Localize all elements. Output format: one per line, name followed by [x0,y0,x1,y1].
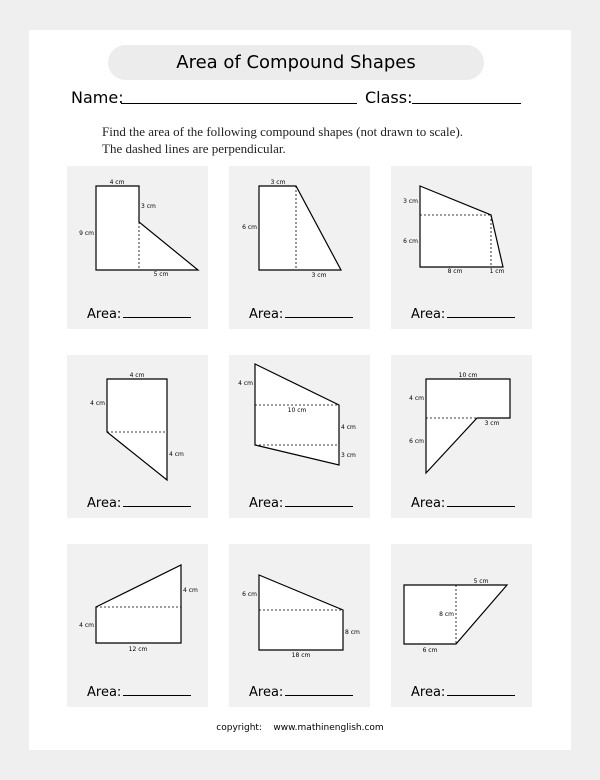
area-label: Area: [411,496,446,511]
area-blank[interactable] [285,306,353,318]
shape-card-1 [67,166,208,329]
shape-8-label-left: 6 cm [242,591,257,598]
shape-9-label-top: 5 cm [473,578,489,585]
copyright-label: copyright: [216,723,262,733]
shape-8-label-bottom: 18 cm [291,652,311,659]
area-blank[interactable] [447,684,515,696]
shape-5-label-left: 4 cm [238,380,253,387]
shape-7-label-bottom: 12 cm [128,646,148,653]
area-label: Area: [249,685,284,700]
area-blank[interactable] [123,306,191,318]
shape-6-label-left: 4 cm [409,395,424,402]
shape-card-6 [391,355,532,518]
area-answer-2[interactable] [249,306,353,322]
compound-shape-1 [67,166,208,329]
shape-5-label-right-upper: 4 cm [341,424,356,431]
area-blank[interactable] [447,495,515,507]
copyright-footer [0,723,600,733]
area-answer-1[interactable] [87,306,191,322]
shape-7-label-left: 4 cm [79,622,94,629]
name-label: Name: [71,88,124,107]
area-label: Area: [87,685,122,700]
shape-card-8 [229,544,370,707]
area-answer-5[interactable] [249,495,353,511]
shape-4-label-left: 4 cm [90,400,105,407]
shape-card-4 [67,355,208,518]
shape-3-label-bottom-right: 1 cm [489,268,505,275]
area-blank[interactable] [285,684,353,696]
shape-4-label-right: 4 cm [169,451,184,458]
shape-5-label-right-lower: 3 cm [341,452,356,459]
title-text: Area of Compound Shapes [176,52,416,73]
area-label: Area: [411,307,446,322]
area-label: Area: [87,496,122,511]
shape-1-label-bottom: 5 cm [153,271,169,278]
copyright-site[interactable]: www.mathinenglish.com [273,723,384,733]
area-answer-4[interactable] [87,495,191,511]
shape-6-label-step: 3 cm [484,420,500,427]
shape-1-label-right: 3 cm [141,203,156,210]
area-label: Area: [249,496,284,511]
area-label: Area: [87,307,122,322]
shape-8-label-right: 8 cm [345,629,360,636]
area-answer-8[interactable] [249,684,353,700]
shape-card-2 [229,166,370,329]
shape-card-3 [391,166,532,329]
compound-shape-3 [391,166,532,329]
shape-2-label-left: 6 cm [242,224,257,231]
shape-6-label-top: 10 cm [458,372,478,379]
area-label: Area: [249,307,284,322]
area-blank[interactable] [447,306,515,318]
area-label: Area: [411,685,446,700]
compound-shape-9 [391,544,532,707]
shape-card-9 [391,544,532,707]
shape-4-label-top: 4 cm [129,372,145,379]
shape-2-label-top: 3 cm [270,179,286,186]
area-answer-6[interactable] [411,495,515,511]
area-answer-3[interactable] [411,306,515,322]
shape-1-label-left: 9 cm [79,230,94,237]
compound-shape-6 [391,355,532,518]
area-answer-9[interactable] [411,684,515,700]
shape-7-label-right: 4 cm [183,587,198,594]
shape-card-7 [67,544,208,707]
shape-card-5 [229,355,370,518]
area-blank[interactable] [123,495,191,507]
shape-3-label-top-left: 3 cm [403,198,418,205]
shape-1-label-top: 4 cm [109,179,125,186]
area-blank[interactable] [285,495,353,507]
shape-2-label-bottom: 3 cm [311,272,327,279]
instructions [102,123,542,157]
compound-shape-8 [229,544,370,707]
compound-shape-7 [67,544,208,707]
shape-9-label-bottom: 6 cm [422,647,438,654]
area-answer-7[interactable] [87,684,191,700]
shape-3-label-bottom: 8 cm [447,268,463,275]
shape-5-label-middle: 10 cm [287,407,307,414]
class-field-line[interactable] [412,103,521,104]
instruction-line-1: Find the area of the following compound shapes (not drawn to scale). [102,124,464,139]
class-label: Class: [365,88,413,107]
shape-9-label-middle: 8 cm [439,611,454,618]
shape-3-label-left: 6 cm [403,238,418,245]
name-field-line[interactable] [121,103,357,104]
instruction-line-2: The dashed lines are perpendicular. [102,141,286,156]
shape-6-label-left-lower: 6 cm [409,438,424,445]
compound-shape-5 [229,355,370,518]
worksheet-title [108,45,484,80]
area-blank[interactable] [123,684,191,696]
compound-shape-2 [229,166,370,329]
compound-shape-4 [67,355,208,518]
